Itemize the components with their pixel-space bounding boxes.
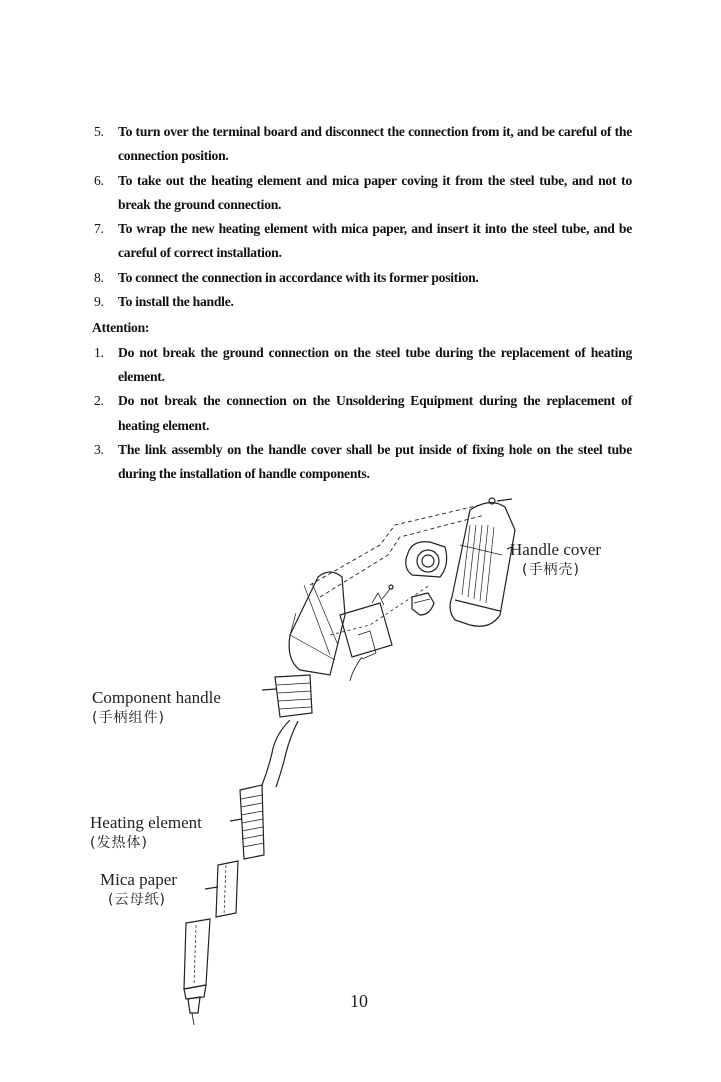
item-number: 1. — [94, 344, 104, 360]
item-number: 3. — [94, 441, 104, 457]
step-6 — [92, 169, 632, 218]
step-text: To turn over the terminal board and disconnect the connection from it, and be careful of the connection position. — [118, 124, 632, 164]
step-8 — [92, 266, 632, 290]
item-number: 2. — [94, 393, 104, 409]
label-heating-element — [90, 813, 202, 853]
item-text: Do not break the ground connection on the steel tube during the replacement of heating element. — [118, 344, 632, 384]
exploded-diagram — [0, 485, 721, 1045]
attention-item-1 — [92, 341, 632, 390]
item-text: Do not break the connection on the Unsoldering Equipment during the replacement of heating element. — [118, 393, 632, 433]
label-heating-element-zh: (发热体) — [90, 835, 148, 851]
step-number: 9. — [94, 294, 104, 310]
label-component-handle-en: Component handle — [92, 688, 221, 707]
label-component-handle — [92, 688, 221, 728]
attention-item-3 — [92, 438, 632, 487]
page-number: 10 — [350, 991, 368, 1011]
label-mica-paper — [100, 870, 177, 910]
step-text: To install the handle. — [118, 294, 234, 310]
label-heating-element-en: Heating element — [90, 813, 202, 832]
step-number: 7. — [94, 221, 104, 237]
step-text: To wrap the new heating element with mica paper, and insert it into the steel tube, and be careful of correct installation. — [118, 221, 632, 261]
step-7 — [92, 217, 632, 266]
label-handle-cover-en: Handle cover — [510, 540, 602, 559]
step-9 — [92, 290, 632, 314]
item-text: The link assembly on the handle cover shall be put inside of fixing hole on the steel tube during the installation of handle components. — [118, 441, 632, 482]
label-handle-cover — [510, 540, 601, 580]
instruction-text — [92, 120, 632, 486]
step-number: 8. — [94, 269, 104, 285]
step-text: To take out the heating element and mica paper coving it from the steel tube, and not to break the ground connection. — [118, 172, 632, 212]
label-handle-cover-zh: (手柄壳) — [522, 562, 580, 578]
step-5 — [92, 120, 632, 169]
exploded-view-drawing — [0, 485, 721, 1045]
label-component-handle-zh: (手柄组件) — [92, 710, 165, 726]
attention-item-2 — [92, 389, 632, 438]
step-number: 6. — [94, 172, 104, 188]
attention-heading: Attention: — [92, 320, 150, 336]
label-mica-paper-zh: (云母纸) — [108, 892, 166, 908]
step-number: 5. — [94, 124, 104, 139]
label-mica-paper-en: Mica paper — [100, 870, 177, 889]
step-text: To connect the connection in accordance with its former position. — [118, 269, 479, 285]
